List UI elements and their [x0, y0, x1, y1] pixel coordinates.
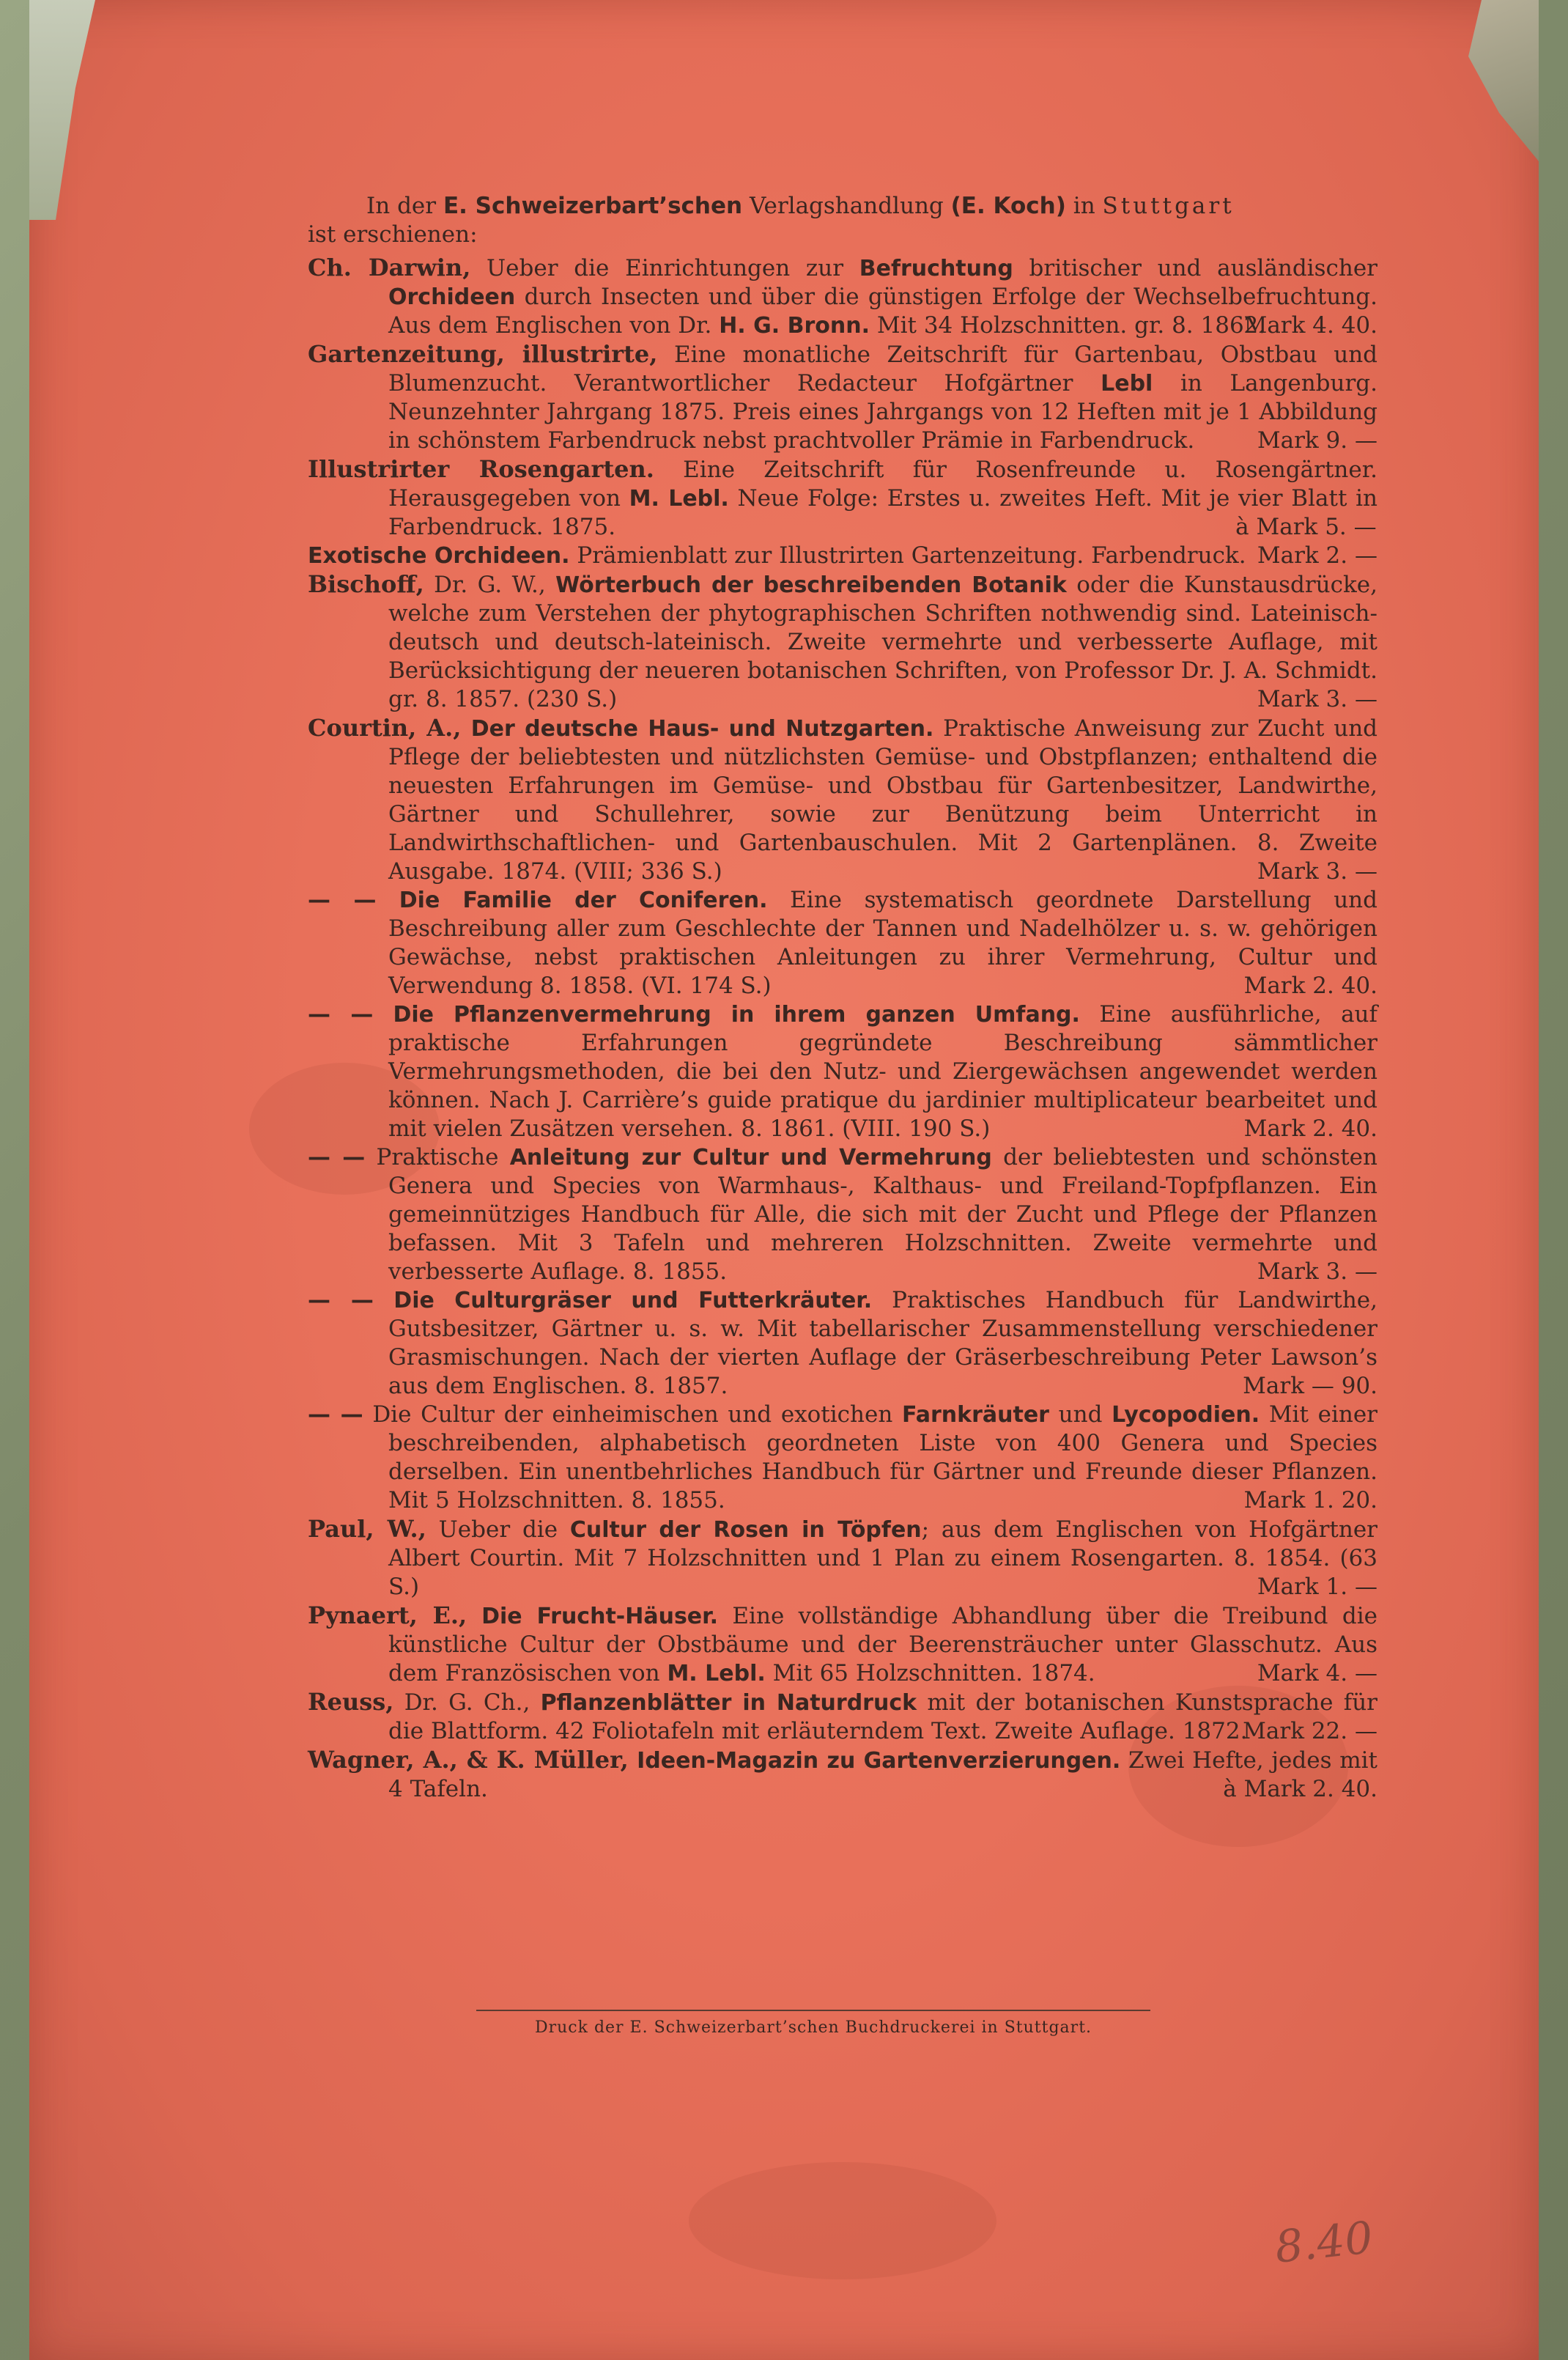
intro-text: ist erschienen:	[308, 221, 478, 248]
book-entries	[308, 254, 1377, 1804]
entry-description: Prämienblatt zur Illustrirten Gartenzeitung. Farbendruck.	[569, 542, 1246, 569]
entry-title: Lebl	[1101, 371, 1153, 397]
entry-title: Cultur der Rosen in Töpfen	[569, 1517, 922, 1543]
entry-description: Mit 34 Holzschnitten. gr. 8. 1862.	[870, 312, 1266, 339]
entry-price: Mark 2. 40.	[1243, 1116, 1377, 1142]
entry-description: Praktisches Handbuch für Landwirthe, Gutsbesitzer, Gärtner u. s. w. Mit tabellarischer Zusammenstellung verschiedener Grasmischungen. Nach der vierten Auflage der Gräserbeschreibung Peter Lawson’s aus dem Englischen. 8. 1857.	[388, 1287, 1377, 1399]
book-entry	[308, 1286, 1377, 1401]
entry-price: Mark 3. —	[1257, 686, 1377, 712]
ditto-dash: — —	[308, 887, 377, 913]
publisher-name: E. Schweizerbart’schen	[443, 193, 743, 219]
entry-description: Mit 65 Holzschnitten. 1874.	[765, 1660, 1095, 1686]
entry-description: britischer und ausländischer	[1013, 255, 1377, 281]
entry-description: Die Cultur der einheimischen und exotichen	[363, 1401, 903, 1428]
entry-title: Die Culturgräser und Futterkräuter.	[373, 1288, 873, 1313]
publisher-owner: (E. Koch)	[950, 193, 1066, 219]
book-entry	[308, 1746, 1377, 1804]
entry-author: Pynaert, E.,	[308, 1601, 467, 1629]
entry-title: Der deutsche Haus- und Nutzgarten.	[461, 716, 934, 742]
entry-description: Praktische Anweisung zur Zucht und Pflege der beliebtesten und nützlichsten Gemüse- und Obstpflanzen; enthaltend die neuesten Erfahrungen im Gemüse- und Obstbau für Gartenbesitzer, Landwirthe, Gärtner und Schullehrer, sowie zur Benützung beim Unterricht in Landwirthschaftlichen- und Gartenbauschulen. Mit 2 Gartenplänen. 8. Zweite Ausgabe. 1874. (VIII; 336 S.)	[388, 715, 1378, 885]
ditto-dash: — —	[308, 1401, 363, 1428]
entry-title: Lycopodien.	[1112, 1402, 1260, 1428]
book-entry	[308, 542, 1377, 570]
entry-description: Ueber die Einrichtungen zur	[470, 255, 859, 281]
entry-author: Paul, W.,	[308, 1515, 426, 1543]
entry-description: Dr. G. Ch.,	[393, 1689, 541, 1716]
entry-title: Die Familie der Coniferen.	[376, 888, 768, 913]
entry-title: M. Lebl.	[629, 486, 729, 512]
book-entry	[308, 886, 1377, 1000]
entry-price: Mark 9. —	[1257, 427, 1377, 454]
book-entry	[308, 1401, 1377, 1515]
entry-price: à Mark 5. —	[1235, 514, 1377, 540]
book-entry	[308, 1688, 1377, 1746]
ditto-dash: — —	[308, 1144, 366, 1170]
pencil-annotation: 8.40	[1272, 2212, 1375, 2274]
torn-left-edge	[29, 0, 95, 220]
entry-title: Pflanzenblätter in Naturdruck	[540, 1690, 917, 1716]
entry-price: à Mark 2. 40.	[1223, 1776, 1377, 1802]
book-entry	[308, 455, 1377, 542]
entry-author: Wagner, A., & K. Müller,	[308, 1746, 629, 1774]
entry-title: Wörterbuch der beschreibenden Botanik	[555, 572, 1067, 598]
printer-imprint: Druck der E. Schweizerbart’schen Buchdruckerei in Stuttgart.	[534, 2018, 1092, 2037]
entry-price: Mark 2. —	[1257, 542, 1377, 569]
entry-description: Zwei Hefte, jedes mit 4 Tafeln.	[388, 1747, 1378, 1802]
entry-title: Anleitung zur Cultur und Vermehrung	[509, 1145, 992, 1170]
footer-rule	[476, 2010, 1150, 2011]
entry-title: Orchideen	[388, 284, 516, 310]
torn-corner	[1451, 0, 1539, 161]
catalog-listing	[308, 192, 1377, 1804]
ditto-dash: — —	[308, 1287, 374, 1313]
entry-description: oder die Kunstausdrücke, welche zum Verstehen der phytographischen Schriften nothwendig sind. Lateinisch-deutsch und deutsch-lateinisch. Zweite vermehrte und verbesserte Auflage, mit Berücksichtigung der neueren botanischen Schriften, von Professor Dr. J. A. Schmidt. gr. 8. 1857. (230 S.)	[388, 572, 1377, 712]
book-entry	[308, 1000, 1377, 1143]
entry-author: Courtin, A.,	[308, 714, 462, 742]
entry-author: Bischoff,	[308, 570, 424, 598]
entry-title: Die Pflanzenvermehrung in ihrem ganzen Umfang.	[373, 1002, 1080, 1028]
entry-description: Eine systematisch geordnete Darstellung und Beschreibung aller zum Geschlechte der Tannen und Nadelhölzer u. s. w. gehörigen Gewächse, nebst praktischen Anleitungen zu ihrer Vermehrung, Cultur und Verwendung 8. 1858. (VI. 174 S.)	[388, 887, 1377, 999]
entry-title: M. Lebl.	[667, 1661, 766, 1686]
entry-description: der beliebtesten und schönsten Genera und Species von Warmhaus-, Kalthaus- und Freiland-Topfpflanzen. Ein gemeinnütziges Handbuch für Alle, die sich mit der Zucht und Pflege der Pflanzen befassen. Mit 3 Tafeln und mehreren Holzschnitten. Zweite vermehrte und verbesserte Auflage. 8. 1855.	[388, 1144, 1377, 1285]
entry-description: Eine Zeitschrift für Rosenfreunde u. Rosengärtner. Herausgegeben von	[388, 457, 1377, 512]
book-entry	[308, 1143, 1377, 1286]
paper-stain	[689, 2162, 996, 2279]
book-entry	[308, 570, 1377, 714]
entry-price: Mark 2. 40.	[1243, 973, 1377, 999]
entry-price: Mark 22. —	[1243, 1718, 1377, 1744]
book-entry	[308, 1601, 1377, 1688]
entry-description: Eine vollständige Abhandlung über die Treibund die künstliche Cultur der Obstbäume und der Beerensträucher unter Glasschutz. Aus dem Französischen von	[388, 1603, 1377, 1686]
book-entry	[308, 714, 1377, 886]
entry-title: H. G. Bronn.	[719, 313, 870, 339]
entry-author: Reuss,	[308, 1688, 394, 1716]
entry-price: Mark — 90.	[1243, 1373, 1377, 1399]
entry-description: Praktische	[365, 1144, 510, 1170]
entry-title: Farnkräuter	[902, 1402, 1049, 1428]
book-entry	[308, 254, 1377, 340]
intro-text: In der	[366, 193, 443, 219]
entry-price: Mark 1. 20.	[1243, 1487, 1377, 1513]
entry-author: Illustrirter Rosengarten.	[308, 455, 654, 483]
entry-description: Eine ausführliche, auf praktische Erfahrungen gegründete Beschreibung sämmtlicher Vermehrungsmethoden, die bei den Nutz- und Ziergewächsen angewendet werden können. Nach J. Carrière’s guide pratique du jardinier multiplicateur bearbeitet und mit vielen Zusätzen versehen. 8. 1861. (VIII. 190 S.)	[388, 1001, 1377, 1142]
intro-text: Verlagshandlung	[742, 193, 951, 219]
entry-price: Mark 4. 40.	[1243, 312, 1377, 339]
entry-description: Ueber die	[426, 1516, 570, 1543]
book-entry	[308, 340, 1377, 455]
entry-description: in Langenburg. Neunzehnter Jahrgang 1875. Preis eines Jahrgangs von 12 Heften mit je 1 Abbildung in schönstem Farbendruck nebst prachtvoller Prämie in Farbendruck.	[388, 370, 1377, 454]
entry-title: Die Frucht-Häuser.	[467, 1604, 719, 1629]
intro-text: in	[1065, 193, 1103, 219]
intro-paragraph	[308, 192, 1377, 249]
book-entry	[308, 1515, 1377, 1601]
entry-price: Mark 3. —	[1257, 1258, 1377, 1285]
entry-description: Eine monatliche Zeitschrift für Gartenbau, Obstbau und Blumenzucht. Verantwortlicher Redacteur Hofgärtner	[388, 342, 1378, 397]
entry-description: ; aus dem Englischen von Hofgärtner Albert Courtin. Mit 7 Holzschnitten und 1 Plan zu einem Rosengarten. 8. 1854. (63 S.)	[388, 1516, 1377, 1600]
publisher-city: Stuttgart	[1102, 193, 1235, 219]
entry-author: Gartenzeitung, illustrirte,	[308, 340, 658, 368]
entry-price: Mark 4. —	[1257, 1660, 1377, 1686]
entry-description: Neue Folge: Erstes u. zweites Heft. Mit je vier Blatt in Farbendruck. 1875.	[388, 485, 1377, 540]
entry-description: Mit einer beschreibenden, alphabetisch geordneten Liste von 400 Genera und Species derselben. Ein unentbehrliches Handbuch für Gärtner und Freunde dieser Pflanzen. Mit 5 Holzschnitten. 8. 1855.	[388, 1401, 1378, 1513]
entry-description: durch Insecten und über die günstigen Erfolge der Wechselbefruchtung. Aus dem Englischen von Dr.	[388, 284, 1377, 339]
entry-description: und	[1049, 1401, 1112, 1428]
entry-price: Mark 1. —	[1257, 1574, 1377, 1600]
entry-title: Ideen-Magazin zu Gartenverzierungen.	[628, 1748, 1121, 1774]
entry-title: Exotische Orchideen.	[308, 543, 570, 569]
ditto-dash: — —	[308, 1001, 374, 1028]
entry-description: mit der botanischen Kunstsprache für die Blattform. 42 Foliotafeln mit erläuterndem Text. Zweite Auflage. 1872.	[388, 1689, 1377, 1744]
entry-title: Befruchtung	[859, 256, 1013, 281]
entry-description: Dr. G. W.,	[424, 572, 556, 598]
entry-price: Mark 3. —	[1257, 858, 1377, 885]
entry-author: Ch. Darwin,	[308, 254, 471, 281]
